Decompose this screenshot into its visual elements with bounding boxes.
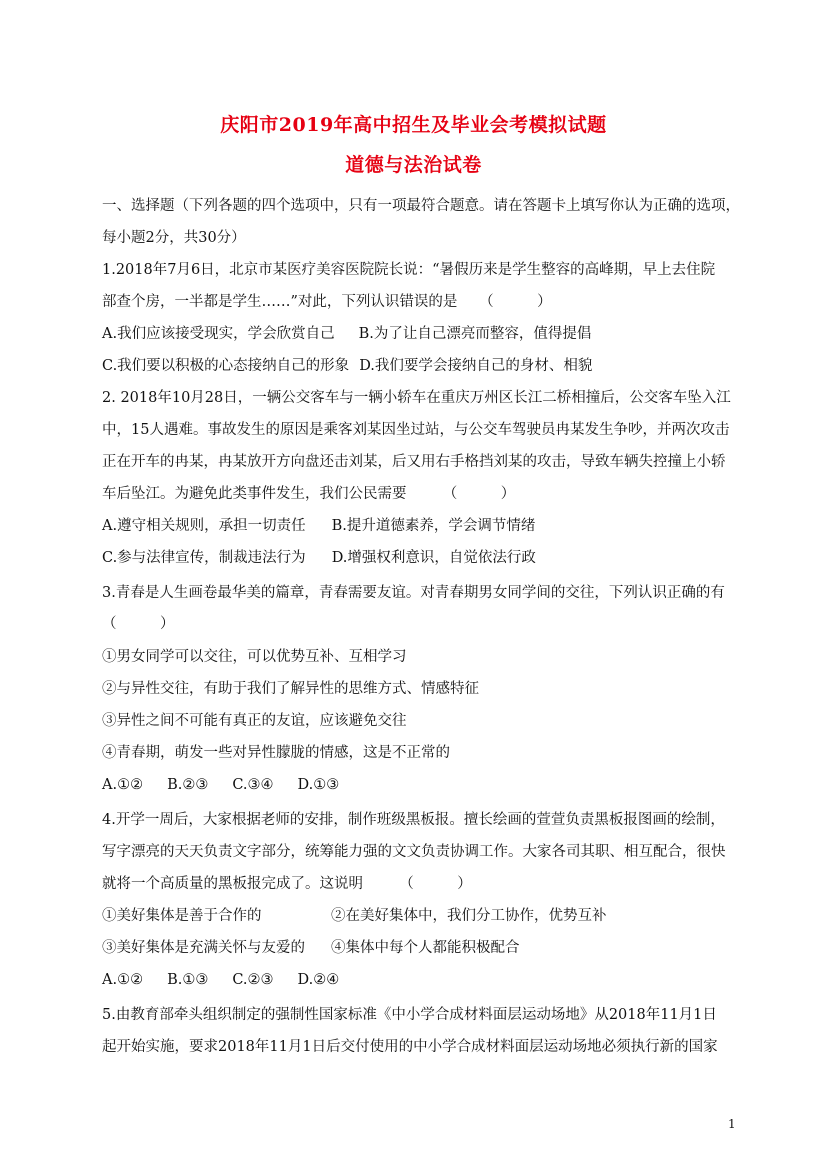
q4-option-c: C.②③ xyxy=(232,972,274,988)
q3-option-c: C.③④ xyxy=(232,777,274,793)
q4-option-d: D.②④ xyxy=(297,972,340,988)
exam-title: 庆阳市2019年高中招生及毕业会考模拟试题 xyxy=(220,114,607,136)
q4-statement-1: ①美好集体是善于合作的 xyxy=(102,908,262,924)
section-instruction-line-1: 一、选择题（下列各题的四个选项中，只有一项最符合题意。请在答题卡上填写你认为正确的选项， xyxy=(102,198,740,214)
q3-option-a: A.①② xyxy=(102,777,144,793)
q3-option-d: D.①③ xyxy=(297,777,340,793)
q4-option-b: B.①③ xyxy=(167,972,209,988)
section-instruction-line-2: 每小题2分，共30分） xyxy=(102,230,246,246)
q1-option-a: A.我们应该接受现实，学会欣赏自己 xyxy=(102,326,335,342)
q3-stem-line-1: 3.青春是人生画卷最华美的篇章，青春需要友谊。对青春期男女同学间的交往，下列认识正确的有 xyxy=(102,585,725,601)
q4-stem-line-1: 4.开学一周后，大家根据老师的安排，制作班级黑板报。擅长绘画的萱萱负责黑板报图画的绘制， xyxy=(102,812,725,828)
q1-options-row-1 xyxy=(102,324,742,344)
q4-statements-row-2 xyxy=(102,938,742,958)
q3-statement-4: ④青春期，萌发一些对异性朦胧的情感，这是不正常的 xyxy=(102,745,450,761)
q4-statements-row-1 xyxy=(102,906,742,926)
q2-stem-line-3: 正在开车的冉某，冉某放开方向盘还击刘某，后又用右手格挡刘某的攻击，导致车辆失控撞上小轿 xyxy=(102,454,726,470)
q2-options-row-2 xyxy=(102,548,742,568)
q4-statement-4: ④集体中每个人都能积极配合 xyxy=(331,940,520,956)
q2-option-c: C.参与法律宣传，制裁违法行为 xyxy=(102,550,306,566)
q4-options-row xyxy=(102,970,742,990)
q2-option-a: A.遵守相关规则，承担一切责任 xyxy=(102,518,306,534)
q1-option-d: D.我们要学会接纳自己的身材、相貌 xyxy=(359,358,593,374)
q2-stem-line-4: 车后坠江。为避免此类事件发生，我们公民需要 （ ） xyxy=(102,486,516,502)
page-number: 1 xyxy=(728,1117,736,1131)
q3-statement-1: ①男女同学可以交往，可以优势互补、互相学习 xyxy=(102,649,407,665)
q4-statement-3: ③美好集体是充满关怀与友爱的 xyxy=(102,940,305,956)
q1-options-row-2 xyxy=(102,356,742,376)
q3-statement-2: ②与异性交往，有助于我们了解异性的思维方式、情感特征 xyxy=(102,681,479,697)
q2-option-b: B.提升道德素养，学会调节情绪 xyxy=(331,518,536,534)
q5-stem-line-1: 5.由教育部牵头组织制定的强制性国家标准《中小学合成材料面层运动场地》从2018年11月1日 xyxy=(102,1007,717,1023)
q3-option-b: B.②③ xyxy=(167,777,209,793)
q3-stem-line-2: （ ） xyxy=(102,616,175,632)
q5-stem-line-2: 起开始实施，要求2018年11月1日后交付使用的中小学合成材料面层运动场地必须执行新的国家 xyxy=(102,1039,718,1055)
q1-stem-line-1: 1.2018年7月6日，北京市某医疗美容医院院长说：“暑假历来是学生整容的高峰期，早上去住院 xyxy=(102,262,716,278)
q2-stem-line-2: 中，15人遇难。事故发生的原因是乘客刘某因坐过站，与公交车驾驶员冉某发生争吵，并两次攻击 xyxy=(102,422,730,438)
q1-stem-line-2: 部查个房，一半都是学生……”对此，下列认识错误的是 （ ） xyxy=(102,294,552,310)
q3-options-row xyxy=(102,775,742,795)
exam-subtitle: 道德与法治试卷 xyxy=(345,154,482,176)
q2-option-d: D.增强权利意识，自觉依法行政 xyxy=(331,550,536,566)
q2-stem-line-1: 2. 2018年10月28日，一辆公交客车与一辆小轿车在重庆万州区长江二桥相撞后，公交客车坠入江 xyxy=(102,390,731,406)
q4-stem-line-2: 写字漂亮的天天负责文字部分，统筹能力强的文文负责协调工作。大家各司其职、相互配合，很快 xyxy=(102,844,726,860)
q4-stem-line-3: 就将一个高质量的黑板报完成了。这说明 （ ） xyxy=(102,876,472,892)
q3-statement-3: ③异性之间不可能有真正的友谊，应该避免交往 xyxy=(102,713,407,729)
q4-statement-2: ②在美好集体中，我们分工协作，优势互补 xyxy=(331,908,607,924)
q2-options-row-1 xyxy=(102,516,742,536)
q1-option-b: B.为了让自己漂亮而整容，值得提倡 xyxy=(358,326,592,342)
q1-option-c: C.我们要以积极的心态接纳自己的形象 xyxy=(102,358,350,374)
q4-option-a: A.①② xyxy=(102,972,144,988)
